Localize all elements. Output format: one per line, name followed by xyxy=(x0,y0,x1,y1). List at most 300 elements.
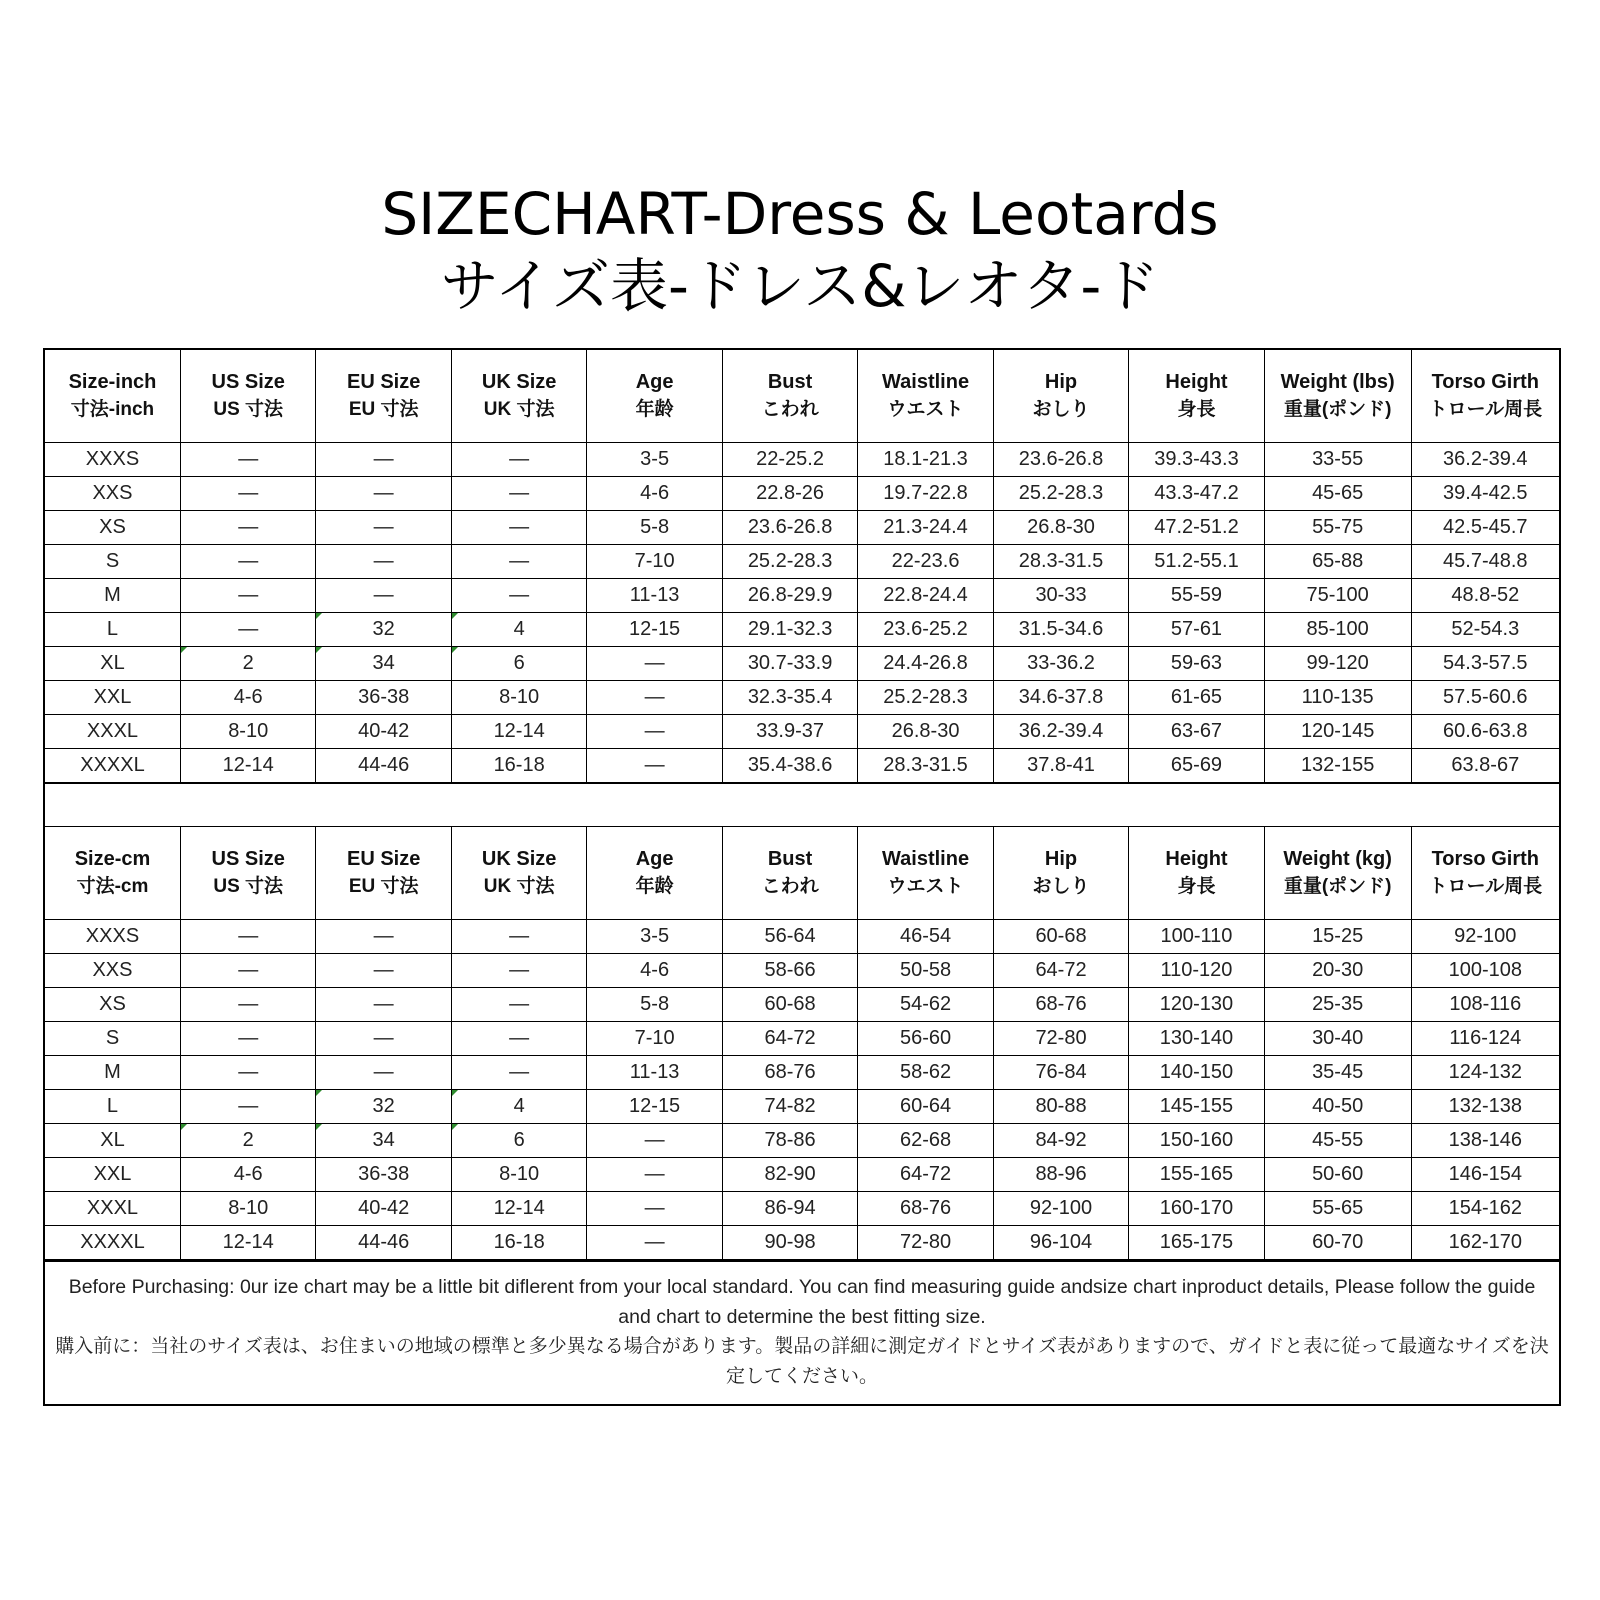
table-cell: — xyxy=(451,477,586,511)
table-cell: 68-76 xyxy=(993,988,1128,1022)
table-cell: 31.5-34.6 xyxy=(993,613,1128,647)
table-cell: 160-170 xyxy=(1129,1192,1264,1226)
table-cell: 76-84 xyxy=(993,1056,1128,1090)
header-label-jp: 重量(ポンド) xyxy=(1283,876,1392,897)
table-cell: 46-54 xyxy=(858,920,993,954)
table-cell: — xyxy=(316,443,451,477)
inch-table-header xyxy=(45,350,1559,443)
table-cell: 100-110 xyxy=(1129,920,1264,954)
table-cell: 56-64 xyxy=(722,920,857,954)
table-cell: 33-55 xyxy=(1264,443,1411,477)
table-cell: 19.7-22.8 xyxy=(858,477,993,511)
table-cell: — xyxy=(316,988,451,1022)
chart-title xyxy=(0,178,1600,322)
header-label-en: Height xyxy=(1165,371,1228,393)
table-cell: 60-70 xyxy=(1264,1226,1411,1260)
table-cell: — xyxy=(451,579,586,613)
table-cell: 12-15 xyxy=(587,613,722,647)
header-label-jp: トロール周長 xyxy=(1428,876,1543,897)
table-cell: 32.3-35.4 xyxy=(722,681,857,715)
table-cell: — xyxy=(587,1192,722,1226)
table-cell: 99-120 xyxy=(1264,647,1411,681)
table-cell: XL xyxy=(45,1124,180,1158)
header-label-jp: 寸法-cm xyxy=(76,876,149,897)
table-cell: — xyxy=(587,1158,722,1192)
table-row xyxy=(45,443,1559,477)
table-cell: 59-63 xyxy=(1129,647,1264,681)
table-cell: 35-45 xyxy=(1264,1056,1411,1090)
table-cell: 12-14 xyxy=(180,1226,315,1260)
table-cell: — xyxy=(180,1090,315,1124)
table-cell: 29.1-32.3 xyxy=(722,613,857,647)
table-cell: 25.2-28.3 xyxy=(722,545,857,579)
header-label-en: US Size xyxy=(211,371,285,393)
table-cell: 21.3-24.4 xyxy=(858,511,993,545)
table-cell: 30-33 xyxy=(993,579,1128,613)
column-header xyxy=(1129,350,1264,443)
table-row xyxy=(45,1192,1559,1226)
table-cell: M xyxy=(45,579,180,613)
table-cell: 44-46 xyxy=(316,1226,451,1260)
table-cell: 8-10 xyxy=(451,1158,586,1192)
table-cell: 130-140 xyxy=(1129,1022,1264,1056)
table-cell: 12-14 xyxy=(180,749,315,783)
table-cell: 40-42 xyxy=(316,715,451,749)
cm-table-body xyxy=(45,920,1559,1260)
table-cell: XS xyxy=(45,511,180,545)
table-cell: 45-65 xyxy=(1264,477,1411,511)
table-cell: — xyxy=(587,749,722,783)
column-header xyxy=(1129,827,1264,920)
header-label-jp: ウエスト xyxy=(887,399,964,420)
table-cell: — xyxy=(316,477,451,511)
table-cell: XXXL xyxy=(45,715,180,749)
table-cell: 26.8-29.9 xyxy=(722,579,857,613)
table-cell: 32 xyxy=(316,613,451,647)
header-label-jp: 重量(ポンド) xyxy=(1283,399,1392,420)
table-cell: 60.6-63.8 xyxy=(1411,715,1559,749)
table-cell: 39.3-43.3 xyxy=(1129,443,1264,477)
column-header xyxy=(1411,827,1559,920)
table-cell: 82-90 xyxy=(722,1158,857,1192)
table-cell: — xyxy=(180,988,315,1022)
header-label-en: Weight (lbs) xyxy=(1280,371,1395,393)
table-cell: 12-14 xyxy=(451,715,586,749)
header-label-en: Bust xyxy=(767,371,813,393)
header-label-en: Hip xyxy=(1044,848,1078,870)
table-cell: 28.3-31.5 xyxy=(993,545,1128,579)
table-cell: 42.5-45.7 xyxy=(1411,511,1559,545)
table-separator xyxy=(45,783,1559,827)
header-label-en: Age xyxy=(635,371,674,393)
table-cell: 4-6 xyxy=(587,954,722,988)
table-cell: 20-30 xyxy=(1264,954,1411,988)
table-cell: 3-5 xyxy=(587,443,722,477)
table-cell: 86-94 xyxy=(722,1192,857,1226)
table-cell: 65-88 xyxy=(1264,545,1411,579)
table-cell: 23.6-26.8 xyxy=(993,443,1128,477)
column-header xyxy=(587,350,722,443)
table-cell: 5-8 xyxy=(587,988,722,1022)
table-cell: — xyxy=(587,681,722,715)
table-cell: — xyxy=(180,954,315,988)
table-cell: 74-82 xyxy=(722,1090,857,1124)
column-header xyxy=(45,350,180,443)
table-cell: — xyxy=(451,443,586,477)
table-cell: — xyxy=(451,988,586,1022)
table-cell: 57-61 xyxy=(1129,613,1264,647)
table-cell: — xyxy=(587,1124,722,1158)
column-header xyxy=(722,827,857,920)
table-cell: 145-155 xyxy=(1129,1090,1264,1124)
table-cell: — xyxy=(451,1056,586,1090)
table-cell: 68-76 xyxy=(722,1056,857,1090)
table-cell: 44-46 xyxy=(316,749,451,783)
table-cell: — xyxy=(451,1022,586,1056)
table-cell: 34.6-37.8 xyxy=(993,681,1128,715)
table-cell: — xyxy=(451,545,586,579)
table-cell: 22.8-26 xyxy=(722,477,857,511)
table-cell: 78-86 xyxy=(722,1124,857,1158)
column-header xyxy=(858,350,993,443)
table-cell: 85-100 xyxy=(1264,613,1411,647)
table-cell: 54.3-57.5 xyxy=(1411,647,1559,681)
table-row xyxy=(45,579,1559,613)
header-label-jp: こわれ xyxy=(761,399,819,420)
header-label-en: Size-inch xyxy=(68,371,157,393)
table-cell: — xyxy=(180,579,315,613)
table-cell: XS xyxy=(45,988,180,1022)
table-cell: 60-64 xyxy=(858,1090,993,1124)
table-cell: 11-13 xyxy=(587,579,722,613)
table-cell: 72-80 xyxy=(993,1022,1128,1056)
table-cell: 39.4-42.5 xyxy=(1411,477,1559,511)
table-cell: 55-59 xyxy=(1129,579,1264,613)
table-cell: 65-69 xyxy=(1129,749,1264,783)
table-cell: 8-10 xyxy=(180,715,315,749)
table-cell: — xyxy=(180,1022,315,1056)
column-header xyxy=(858,827,993,920)
table-cell: 116-124 xyxy=(1411,1022,1559,1056)
column-header xyxy=(45,827,180,920)
column-header xyxy=(1264,350,1411,443)
title-japanese: サイズ表-ドレス&レオタ-ド xyxy=(440,252,1160,320)
table-cell: — xyxy=(180,613,315,647)
table-cell: 45-55 xyxy=(1264,1124,1411,1158)
table-cell: 36-38 xyxy=(316,1158,451,1192)
header-label-en: Torso Girth xyxy=(1431,371,1539,393)
header-label-en: US Size xyxy=(211,848,285,870)
table-cell: 68-76 xyxy=(858,1192,993,1226)
table-cell: — xyxy=(316,511,451,545)
header-label-en: UK Size xyxy=(481,371,557,393)
table-cell: 4 xyxy=(451,613,586,647)
table-row xyxy=(45,954,1559,988)
table-cell: 64-72 xyxy=(858,1158,993,1192)
table-cell: 8-10 xyxy=(180,1192,315,1226)
table-cell: 5-8 xyxy=(587,511,722,545)
table-row xyxy=(45,647,1559,681)
table-cell: 28.3-31.5 xyxy=(858,749,993,783)
header-label-jp: おしり xyxy=(1032,399,1090,420)
table-cell: 146-154 xyxy=(1411,1158,1559,1192)
table-cell: 62-68 xyxy=(858,1124,993,1158)
table-row xyxy=(45,1124,1559,1158)
table-cell: 132-138 xyxy=(1411,1090,1559,1124)
title-english: SIZECHART-Dress & Leotards xyxy=(381,180,1219,248)
table-cell: 150-160 xyxy=(1129,1124,1264,1158)
table-cell: 25-35 xyxy=(1264,988,1411,1022)
table-cell: — xyxy=(587,1226,722,1260)
table-cell: 7-10 xyxy=(587,545,722,579)
table-cell: 30.7-33.9 xyxy=(722,647,857,681)
header-label-jp: UK 寸法 xyxy=(483,399,555,420)
table-cell: 33-36.2 xyxy=(993,647,1128,681)
header-label-jp: 身長 xyxy=(1177,876,1216,897)
table-cell: 64-72 xyxy=(993,954,1128,988)
header-label-en: Waistline xyxy=(882,848,970,870)
table-cell: 120-145 xyxy=(1264,715,1411,749)
table-row xyxy=(45,613,1559,647)
table-cell: 4-6 xyxy=(180,681,315,715)
header-label-jp: ウエスト xyxy=(887,876,964,897)
table-row xyxy=(45,477,1559,511)
header-label-jp: US 寸法 xyxy=(213,876,284,897)
table-cell: XXS xyxy=(45,954,180,988)
table-cell: — xyxy=(180,920,315,954)
table-cell: M xyxy=(45,1056,180,1090)
table-cell: 154-162 xyxy=(1411,1192,1559,1226)
table-cell: 48.8-52 xyxy=(1411,579,1559,613)
table-cell: 55-75 xyxy=(1264,511,1411,545)
table-cell: 57.5-60.6 xyxy=(1411,681,1559,715)
table-cell: 56-60 xyxy=(858,1022,993,1056)
table-cell: 51.2-55.1 xyxy=(1129,545,1264,579)
column-header xyxy=(316,827,451,920)
table-cell: 55-65 xyxy=(1264,1192,1411,1226)
table-cell: 50-60 xyxy=(1264,1158,1411,1192)
table-cell: — xyxy=(316,1056,451,1090)
header-label-jp: 寸法-inch xyxy=(70,399,155,420)
table-row xyxy=(45,1056,1559,1090)
table-cell: 24.4-26.8 xyxy=(858,647,993,681)
table-cell: 6 xyxy=(451,1124,586,1158)
table-cell: 92-100 xyxy=(1411,920,1559,954)
table-cell: 25.2-28.3 xyxy=(993,477,1128,511)
table-cell: 32 xyxy=(316,1090,451,1124)
table-cell: 15-25 xyxy=(1264,920,1411,954)
table-cell: — xyxy=(316,920,451,954)
table-cell: 45.7-48.8 xyxy=(1411,545,1559,579)
column-header xyxy=(993,827,1128,920)
table-cell: 96-104 xyxy=(993,1226,1128,1260)
table-cell: 88-96 xyxy=(993,1158,1128,1192)
table-cell: 100-108 xyxy=(1411,954,1559,988)
table-cell: 58-66 xyxy=(722,954,857,988)
table-cell: XXL xyxy=(45,681,180,715)
table-row xyxy=(45,715,1559,749)
header-label-jp: US 寸法 xyxy=(213,399,284,420)
header-label-en: UK Size xyxy=(481,848,557,870)
table-cell: 155-165 xyxy=(1129,1158,1264,1192)
table-cell: 22-23.6 xyxy=(858,545,993,579)
table-cell: 60-68 xyxy=(722,988,857,1022)
table-cell: 36.2-39.4 xyxy=(1411,443,1559,477)
table-row xyxy=(45,1226,1559,1260)
table-cell: 47.2-51.2 xyxy=(1129,511,1264,545)
table-cell: 6 xyxy=(451,647,586,681)
table-cell: 25.2-28.3 xyxy=(858,681,993,715)
purchase-note xyxy=(45,1260,1559,1404)
table-cell: 22.8-24.4 xyxy=(858,579,993,613)
table-cell: 36-38 xyxy=(316,681,451,715)
table-cell: 75-100 xyxy=(1264,579,1411,613)
header-label-jp: 年龄 xyxy=(635,399,674,420)
column-header xyxy=(993,350,1128,443)
table-cell: S xyxy=(45,545,180,579)
table-row xyxy=(45,1158,1559,1192)
table-cell: 2 xyxy=(180,647,315,681)
table-cell: 138-146 xyxy=(1411,1124,1559,1158)
table-cell: XXXS xyxy=(45,920,180,954)
table-cell: — xyxy=(316,1022,451,1056)
table-cell: 37.8-41 xyxy=(993,749,1128,783)
table-cell: 34 xyxy=(316,1124,451,1158)
table-cell: 40-42 xyxy=(316,1192,451,1226)
header-label-en: EU Size xyxy=(346,371,421,393)
table-row xyxy=(45,749,1559,783)
table-cell: 30-40 xyxy=(1264,1022,1411,1056)
table-cell: 16-18 xyxy=(451,749,586,783)
table-cell: 108-116 xyxy=(1411,988,1559,1022)
table-row xyxy=(45,511,1559,545)
inch-table-body xyxy=(45,443,1559,783)
column-header xyxy=(722,350,857,443)
table-cell: 80-88 xyxy=(993,1090,1128,1124)
table-cell: — xyxy=(316,579,451,613)
table-row xyxy=(45,1022,1559,1056)
table-cell: — xyxy=(451,511,586,545)
header-label-jp: 身長 xyxy=(1177,399,1216,420)
table-cell: 23.6-26.8 xyxy=(722,511,857,545)
header-label-en: Bust xyxy=(767,848,813,870)
table-cell: — xyxy=(180,545,315,579)
column-header xyxy=(180,827,315,920)
column-header xyxy=(1411,350,1559,443)
table-cell: 34 xyxy=(316,647,451,681)
table-cell: 7-10 xyxy=(587,1022,722,1056)
table-cell: 124-132 xyxy=(1411,1056,1559,1090)
table-row xyxy=(45,545,1559,579)
header-label-en: Weight (kg) xyxy=(1283,848,1392,870)
table-cell: 84-92 xyxy=(993,1124,1128,1158)
table-cell: 110-120 xyxy=(1129,954,1264,988)
cm-table-header xyxy=(45,827,1559,920)
table-cell: 110-135 xyxy=(1264,681,1411,715)
table-cell: 18.1-21.3 xyxy=(858,443,993,477)
inch-size-table xyxy=(45,350,1559,783)
table-cell: 162-170 xyxy=(1411,1226,1559,1260)
table-cell: 26.8-30 xyxy=(858,715,993,749)
table-cell: 64-72 xyxy=(722,1022,857,1056)
table-cell: 60-68 xyxy=(993,920,1128,954)
header-label-jp: EU 寸法 xyxy=(348,399,419,420)
header-label-jp: こわれ xyxy=(761,876,819,897)
table-cell: 52-54.3 xyxy=(1411,613,1559,647)
table-cell: — xyxy=(587,715,722,749)
table-cell: — xyxy=(180,477,315,511)
table-cell: XXXL xyxy=(45,1192,180,1226)
table-cell: 4 xyxy=(451,1090,586,1124)
header-label-en: Height xyxy=(1165,848,1228,870)
header-label-en: Size-cm xyxy=(74,848,151,870)
table-cell: 58-62 xyxy=(858,1056,993,1090)
table-cell: XXS xyxy=(45,477,180,511)
header-label-en: Age xyxy=(635,848,674,870)
column-header xyxy=(316,350,451,443)
table-cell: 50-58 xyxy=(858,954,993,988)
table-cell: 140-150 xyxy=(1129,1056,1264,1090)
table-cell: 54-62 xyxy=(858,988,993,1022)
table-cell: — xyxy=(451,920,586,954)
table-row xyxy=(45,681,1559,715)
table-cell: — xyxy=(180,511,315,545)
header-label-jp: UK 寸法 xyxy=(483,876,555,897)
table-cell: — xyxy=(316,545,451,579)
table-cell: XXL xyxy=(45,1158,180,1192)
header-label-jp: 年龄 xyxy=(635,876,674,897)
table-cell: 43.3-47.2 xyxy=(1129,477,1264,511)
table-cell: — xyxy=(180,443,315,477)
table-cell: 8-10 xyxy=(451,681,586,715)
table-cell: XXXXL xyxy=(45,1226,180,1260)
table-cell: — xyxy=(316,954,451,988)
table-cell: 3-5 xyxy=(587,920,722,954)
cm-size-table xyxy=(45,827,1559,1260)
table-cell: 12-14 xyxy=(451,1192,586,1226)
table-cell: 61-65 xyxy=(1129,681,1264,715)
note-english: Before Purchasing: 0ur ize chart may be a little bit diflerent from your local standard. You can find measuring guide andsize chart inproduct details, Please follow the guide and chart to determine the best fitting size. xyxy=(68,1276,1536,1328)
table-cell: — xyxy=(180,1056,315,1090)
table-cell: — xyxy=(451,954,586,988)
table-row xyxy=(45,988,1559,1022)
table-cell: 90-98 xyxy=(722,1226,857,1260)
column-header xyxy=(1264,827,1411,920)
header-label-jp: トロール周長 xyxy=(1428,399,1543,420)
table-cell: 11-13 xyxy=(587,1056,722,1090)
table-row xyxy=(45,1090,1559,1124)
column-header xyxy=(587,827,722,920)
table-cell: 165-175 xyxy=(1129,1226,1264,1260)
size-chart-sheet xyxy=(43,348,1561,1406)
header-label-jp: EU 寸法 xyxy=(348,876,419,897)
table-cell: — xyxy=(587,647,722,681)
table-cell: XL xyxy=(45,647,180,681)
column-header xyxy=(451,827,586,920)
table-cell: 12-15 xyxy=(587,1090,722,1124)
table-cell: S xyxy=(45,1022,180,1056)
table-cell: L xyxy=(45,1090,180,1124)
column-header xyxy=(180,350,315,443)
note-japanese: 購入前に：当社のサイズ表は、お住まいの地域の標準と多少異なる場合があります。製品の詳細に測定ガイドとサイズ表がありますので、ガイドと表に従って最適なサイズを決定してください。 xyxy=(55,1336,1549,1387)
header-label-en: Hip xyxy=(1044,371,1078,393)
table-cell: 23.6-25.2 xyxy=(858,613,993,647)
table-cell: 72-80 xyxy=(858,1226,993,1260)
table-cell: L xyxy=(45,613,180,647)
header-label-en: EU Size xyxy=(346,848,421,870)
table-cell: 22-25.2 xyxy=(722,443,857,477)
table-cell: 35.4-38.6 xyxy=(722,749,857,783)
